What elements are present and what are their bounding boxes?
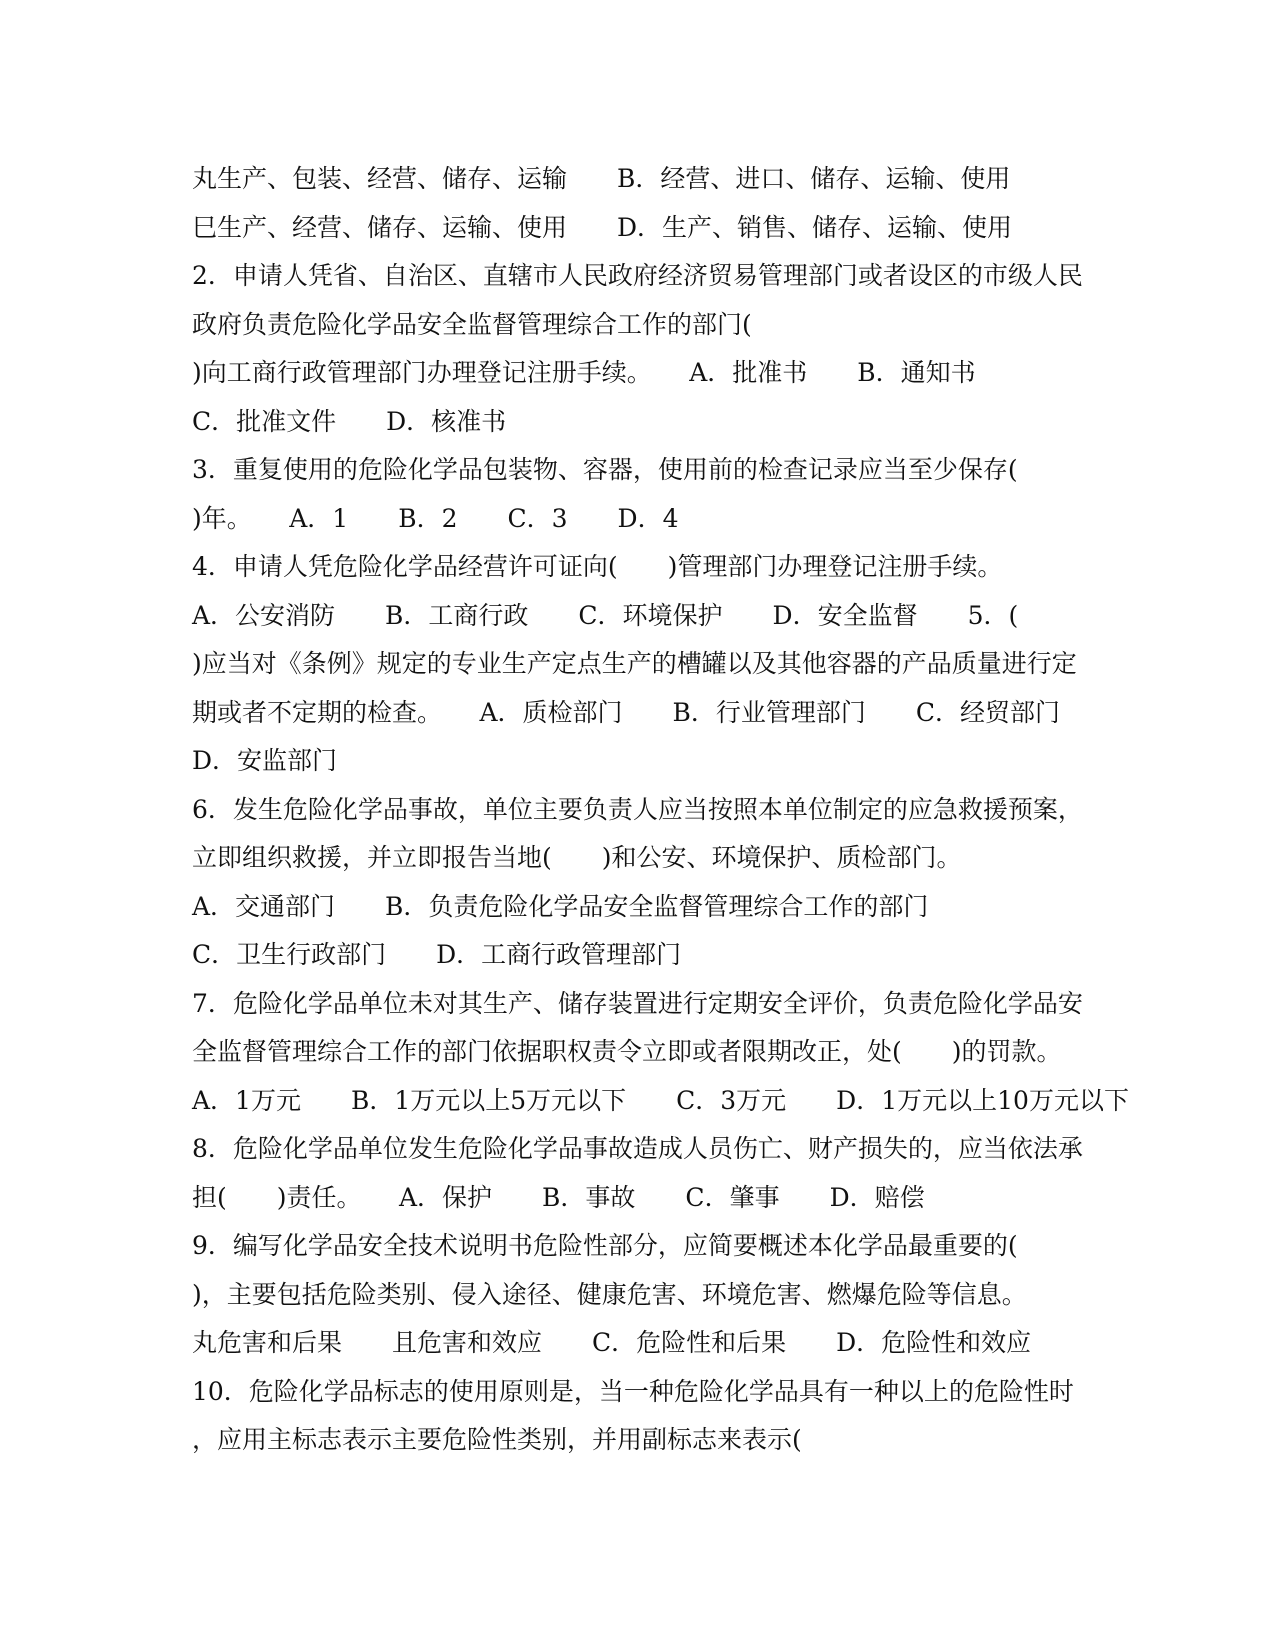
text-line: A．公安消防 B．工商行政 C．环境保护 D．安全监督 5．( bbox=[192, 600, 1019, 630]
document-body bbox=[192, 161, 1129, 1471]
text-line: )应当对《条例》规定的专业生产定点生产的槽罐以及其他容器的产品质量进行定 bbox=[192, 649, 1077, 678]
text-line: A．交通部门 B．负责危险化学品安全监督管理综合工作的部门 bbox=[192, 891, 929, 921]
text-line: C．批准文件 D．核准书 bbox=[192, 406, 507, 436]
text-line: A．1万元 B．1万元以上5万元以下 C．3万元 D．1万元以上10万元以下 bbox=[192, 1085, 1129, 1115]
text-line: 3．重复使用的危险化学品包装物、容器，使用前的检查记录应当至少保存( bbox=[192, 455, 1018, 484]
text-line: ，应用主标志表示主要危险性类别，并用副标志来表示( bbox=[192, 1425, 802, 1454]
text-line: )向工商行政管理部门办理登记注册手续。 A．批准书 B．通知书 bbox=[192, 358, 976, 387]
text-line: 期或者不定期的检查。 A．质检部门 B．行业管理部门 C．经贸部门 bbox=[192, 697, 1061, 727]
text-line: 4．申请人凭危险化学品经营许可证向( )管理部门办理登记注册手续。 bbox=[192, 552, 1003, 581]
text-line: )，主要包括危险类别、侵入途径、健康危害、环境危害、燃爆危险等信息。 bbox=[192, 1279, 1027, 1309]
text-line: 9．编写化学品安全技术说明书危险性部分，应简要概述本化学品最重要的( bbox=[192, 1231, 1018, 1260]
text-line: 政府负责危险化学品安全监督管理综合工作的部门( bbox=[192, 309, 752, 339]
text-line: 丸生产、包装、经营、储存、运输 B．经营、进口、储存、运输、使用 bbox=[192, 164, 1011, 193]
text-line: C．卫生行政部门 D．工商行政管理部门 bbox=[192, 940, 682, 969]
text-line: 10．危险化学品标志的使用原则是，当一种危险化学品具有一种以上的危险性时 bbox=[192, 1376, 1074, 1406]
text-line: 7．危险化学品单位未对其生产、储存装置进行定期安全评价，负责危险化学品安 bbox=[192, 988, 1083, 1018]
text-line: 立即组织救援，并立即报告当地( )和公安、环境保护、质检部门。 bbox=[192, 843, 962, 872]
text-line: 丸危害和后果 且危害和效应 C．危险性和后果 D．危险性和效应 bbox=[192, 1328, 1032, 1357]
text-line: 6．发生危险化学品事故，单位主要负责人应当按照本单位制定的应急救援预案， bbox=[192, 794, 1083, 824]
text-line: 全监督管理综合工作的部门依据职权责令立即或者限期改正，处( )的罚款。 bbox=[192, 1037, 1062, 1066]
text-line: 巳生产、经营、储存、运输、使用 D．生产、销售、储存、运输、使用 bbox=[192, 212, 1013, 242]
text-line: 2．申请人凭省、自治区、直辖市人民政府经济贸易管理部门或者设区的市级人民 bbox=[192, 261, 1083, 290]
text-line: D．安监部门 bbox=[192, 746, 338, 775]
text-line: 8．危险化学品单位发生危险化学品事故造成人员伤亡、财产损失的，应当依法承 bbox=[192, 1134, 1083, 1163]
text-line: 担( )责任。 A．保护 B．事故 C．肇事 D．赔偿 bbox=[192, 1182, 925, 1212]
text-line: )年。 A．1 B．2 C．3 D．4 bbox=[192, 503, 679, 533]
